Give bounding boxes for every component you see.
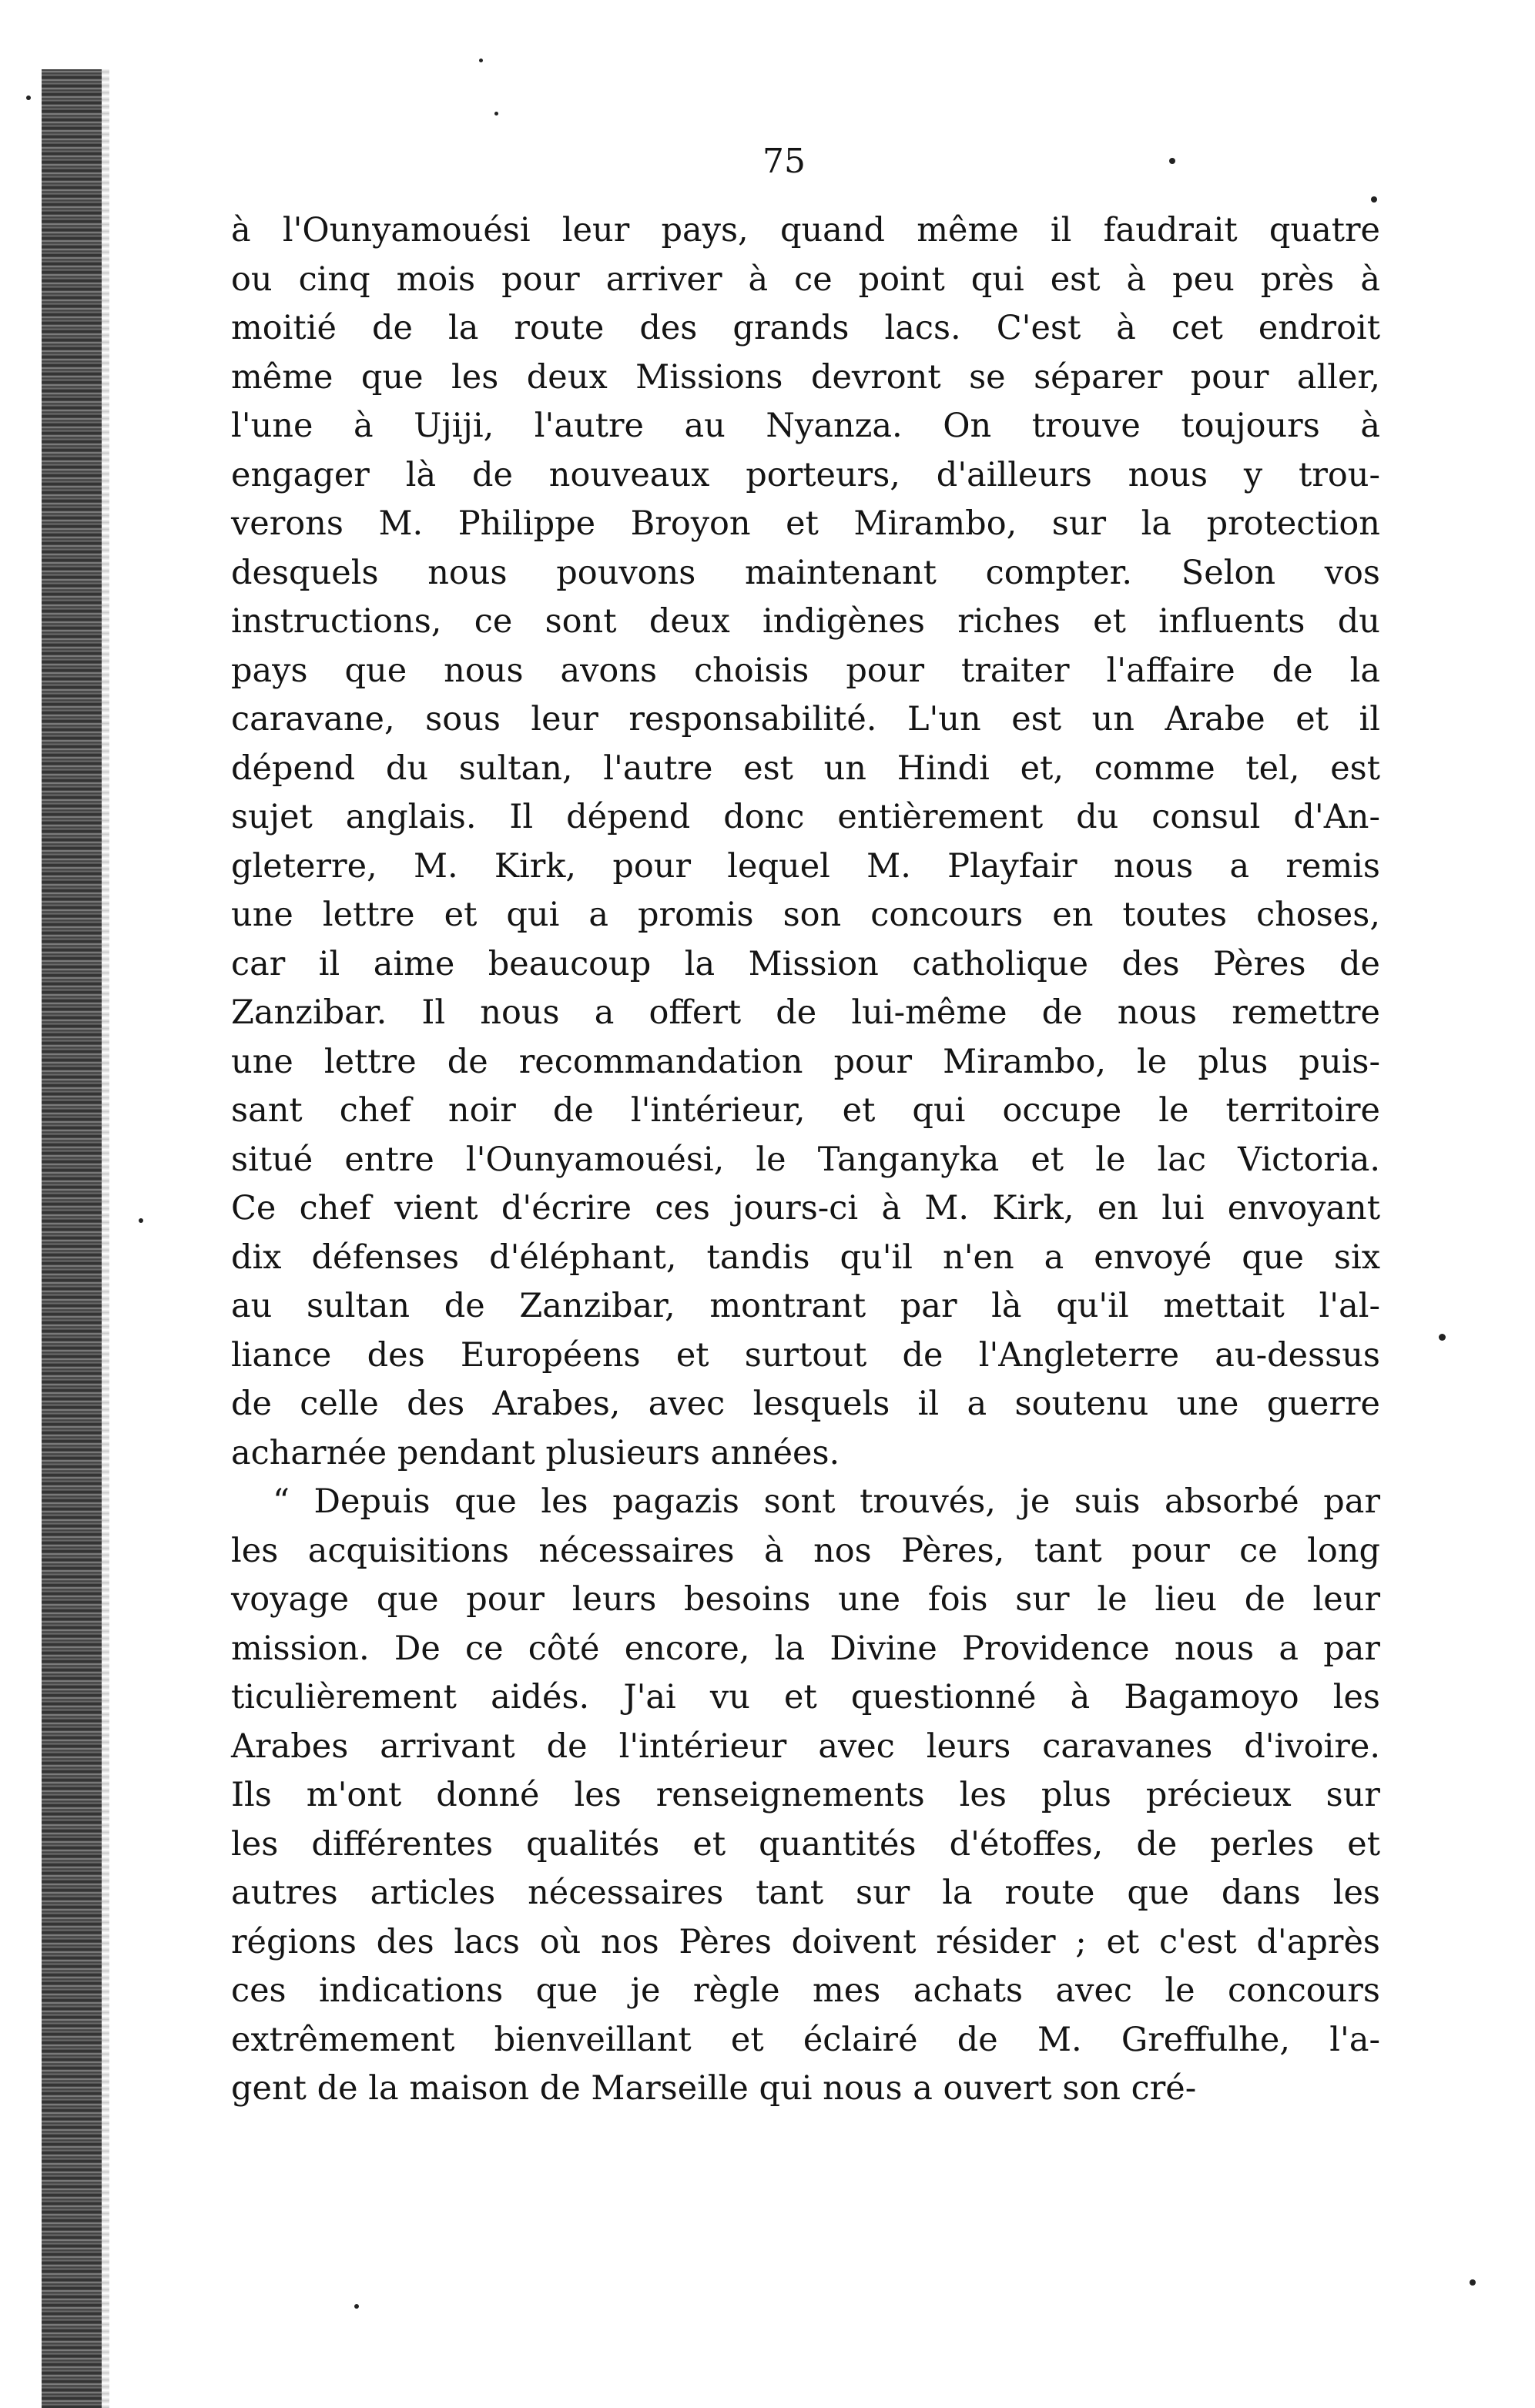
text-line: gleterre, M. Kirk, pour lequel M. Playfair nous a remis [231,846,1380,886]
text-line: Ils m'ont donné les renseignements les plus précieux sur [231,1776,1380,1814]
text-line: Zanzibar. Il nous a offert de lui-même de nous remettre [231,993,1380,1032]
text-line: les acquisitions nécessaires à nos Pères, tant pour ce long [231,1531,1380,1570]
text-line: liance des Européens et surtout de l'Angleterre au-dessus [231,1335,1380,1375]
text-line: même que les deux Missions devront se séparer pour aller, [231,357,1380,397]
text-line: moitié de la route des grands lacs. C'est à cet endroit [231,309,1380,347]
text-line: Arabes arrivant de l'intérieur avec leurs caravanes d'ivoire. [231,1726,1380,1766]
text-line: situé entre l'Ounyamouési, le Tanganyka et le lac Victoria. [231,1140,1380,1179]
text-line: de celle des Arabes, avec lesquels il a soutenu une guerre [231,1385,1380,1423]
text-line: les différentes qualités et quantités d'étoffes, de perles et [231,1824,1380,1864]
text-line: gent de la maison de Marseille qui nous a ouvert son cré- [231,2069,1197,2108]
scan-speck [494,112,498,116]
text-line: voyage que pour leurs besoins une fois sur le lieu de leur [231,1580,1380,1619]
text-line: pays que nous avons choisis pour traiter l'affaire de la [231,651,1380,690]
text-line: extrêmement bienveillant et éclairé de M. Greffulhe, l'a- [231,2020,1380,2059]
text-line: ou cinq mois pour arriver à ce point qui est à peu près à [231,260,1380,299]
scan-speck [1371,196,1377,203]
scan-speck [1169,158,1175,164]
text-line: à l'Ounyamouési leur pays, quand même il faudrait quatre [231,211,1380,250]
text-line: sant chef noir de l'intérieur, et qui occupe le territoire [231,1091,1380,1130]
text-line: dépend du sultan, l'autre est un Hindi et, comme tel, est [231,749,1380,788]
text-line: car il aime beaucoup la Mission catholique des Pères de [231,944,1380,983]
text-line: desquels nous pouvons maintenant compter. Selon vos [231,553,1380,592]
page-binding-edge [42,69,102,2408]
text-line: autres articles nécessaires tant sur la route que dans les [231,1874,1380,1912]
text-line: caravane, sous leur responsabilité. L'un est un Arabe et il [231,700,1380,738]
text-line: sujet anglais. Il dépend donc entièrement du consul d'An- [231,798,1380,836]
text-line: acharnée pendant plusieurs années. [231,1433,840,1472]
text-line: ces indications que je règle mes achats avec le concours [231,1971,1380,2010]
text-line: engager là de nouveaux porteurs, d'ailleurs nous y trou- [231,455,1380,494]
scan-speck [354,2304,359,2309]
text-line: au sultan de Zanzibar, montrant par là qu'il mettait l'al- [231,1287,1380,1325]
text-line: Ce chef vient d'écrire ces jours-ci à M. Kirk, en lui envoyant [231,1189,1380,1227]
text-line: “ Depuis que les pagazis sont trouvés, je suis absorbé par [273,1482,1380,1521]
text-line: verons M. Philippe Broyon et Mirambo, sur la protection [231,504,1380,543]
scan-speck [1439,1334,1446,1341]
body-text [231,206,1380,2114]
text-line: instructions, ce sont deux indigènes riches et influents du [231,602,1380,641]
text-line: régions des lacs où nos Pères doivent résider ; et c'est d'après [231,1922,1380,1961]
scan-speck [1470,2279,1476,2286]
text-line: mission. De ce côté encore, la Divine Providence nous a par [231,1629,1380,1668]
scan-speck [479,59,483,62]
page-number: 75 [762,142,806,181]
scan-speck [26,95,31,100]
text-line: dix défenses d'éléphant, tandis qu'il n'en a envoyé que six [231,1237,1380,1277]
text-line: l'une à Ujiji, l'autre au Nyanza. On trouve toujours à [231,407,1380,445]
scan-speck [139,1218,143,1223]
text-line: une lettre de recommandation pour Mirambo, le plus puis- [231,1042,1380,1081]
text-line: ticulièrement aidés. J'ai vu et questionné à Bagamoyo les [231,1678,1380,1716]
text-line: une lettre et qui a promis son concours en toutes choses, [231,896,1380,934]
